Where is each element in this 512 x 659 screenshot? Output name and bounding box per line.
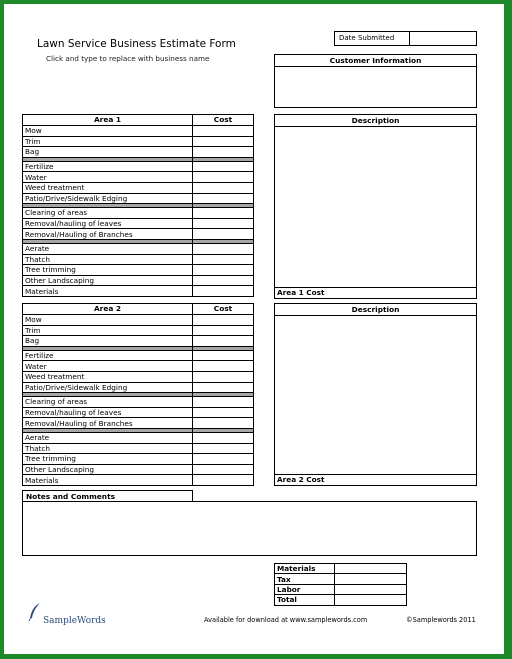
area2-rows <box>23 315 254 486</box>
service-label: Aerate <box>23 243 193 254</box>
area1-description-title: Description <box>275 115 476 127</box>
service-cost-field[interactable] <box>193 475 254 486</box>
service-row <box>23 443 254 454</box>
service-label: Removal/Hauling of Branches <box>23 418 193 429</box>
service-label: Clearing of areas <box>23 208 193 219</box>
service-label: Tree trimming <box>23 454 193 465</box>
samplewords-logo <box>28 602 106 626</box>
service-row <box>23 161 254 172</box>
service-row <box>23 193 254 204</box>
service-cost-field[interactable] <box>193 172 254 183</box>
date-submitted-label: Date Submitted <box>335 32 410 45</box>
customer-information-title: Customer Information <box>275 55 476 67</box>
service-cost-field[interactable] <box>193 147 254 158</box>
service-row <box>23 382 254 393</box>
area1-table <box>22 114 254 297</box>
service-label: Fertilize <box>23 161 193 172</box>
service-cost-field[interactable] <box>193 407 254 418</box>
service-row <box>23 397 254 408</box>
service-cost-field[interactable] <box>193 136 254 147</box>
totals-value-field[interactable] <box>335 595 407 605</box>
service-row <box>23 454 254 465</box>
service-cost-field[interactable] <box>193 265 254 276</box>
area1-rows <box>23 126 254 297</box>
date-submitted-field[interactable] <box>410 32 476 45</box>
service-cost-field[interactable] <box>193 315 254 326</box>
service-row <box>23 475 254 486</box>
area1-description-field[interactable] <box>275 127 476 289</box>
customer-information-box <box>274 54 477 108</box>
area2-description-box <box>274 303 477 486</box>
customer-information-field[interactable] <box>275 67 476 108</box>
service-row <box>23 229 254 240</box>
area1-cost-label: Area 1 Cost <box>275 287 476 298</box>
service-label: Mow <box>23 315 193 326</box>
business-name-placeholder[interactable]: Click and type to replace with business name <box>46 54 210 63</box>
service-row <box>23 350 254 361</box>
service-label: Materials <box>23 286 193 297</box>
service-label: Patio/Drive/Sidewalk Edging <box>23 382 193 393</box>
notes-field[interactable] <box>22 501 477 556</box>
logo-text: SampleWords <box>43 616 106 626</box>
totals-table <box>274 563 407 606</box>
service-row <box>23 147 254 158</box>
form-title: Lawn Service Business Estimate Form <box>37 38 236 50</box>
service-label: Materials <box>23 475 193 486</box>
service-label: Bag <box>23 336 193 347</box>
service-row <box>23 336 254 347</box>
service-row <box>23 464 254 475</box>
service-row <box>23 182 254 193</box>
totals-label: Materials <box>275 564 335 574</box>
service-label: Tree trimming <box>23 265 193 276</box>
service-cost-field[interactable] <box>193 336 254 347</box>
service-row <box>23 315 254 326</box>
service-row <box>23 172 254 183</box>
service-cost-field[interactable] <box>193 382 254 393</box>
estimate-form-page <box>4 4 504 654</box>
totals-value-field[interactable] <box>335 564 407 574</box>
service-cost-field[interactable] <box>193 418 254 429</box>
download-notice[interactable]: Available for download at www.samplewords.com <box>204 616 368 624</box>
service-row <box>23 136 254 147</box>
notes-title: Notes and Comments <box>22 490 193 501</box>
area1-cost-header: Cost <box>193 115 254 126</box>
service-label: Removal/Hauling of Branches <box>23 229 193 240</box>
service-cost-field[interactable] <box>193 361 254 372</box>
service-row <box>23 126 254 137</box>
totals-row <box>275 584 407 594</box>
service-label: Trim <box>23 325 193 336</box>
service-row <box>23 275 254 286</box>
service-row <box>23 265 254 276</box>
service-cost-field[interactable] <box>193 182 254 193</box>
service-label: Mow <box>23 126 193 137</box>
service-cost-field[interactable] <box>193 432 254 443</box>
service-row <box>23 254 254 265</box>
service-cost-field[interactable] <box>193 275 254 286</box>
service-cost-field[interactable] <box>193 443 254 454</box>
service-label: Patio/Drive/Sidewalk Edging <box>23 193 193 204</box>
service-label: Bag <box>23 147 193 158</box>
totals-row <box>275 574 407 584</box>
service-label: Removal/hauling of leaves <box>23 407 193 418</box>
area1-description-box <box>274 114 477 299</box>
area2-cost-label: Area 2 Cost <box>275 474 476 485</box>
service-cost-field[interactable] <box>193 254 254 265</box>
service-row <box>23 361 254 372</box>
service-cost-field[interactable] <box>193 350 254 361</box>
service-cost-field[interactable] <box>193 243 254 254</box>
service-row <box>23 286 254 297</box>
service-row <box>23 325 254 336</box>
quill-pen-icon <box>28 602 42 626</box>
service-label: Water <box>23 172 193 183</box>
service-cost-field[interactable] <box>193 229 254 240</box>
service-row <box>23 243 254 254</box>
service-cost-field[interactable] <box>193 454 254 465</box>
service-label: Other Landscaping <box>23 464 193 475</box>
totals-row <box>275 564 407 574</box>
service-label: Trim <box>23 136 193 147</box>
service-row <box>23 218 254 229</box>
area2-table <box>22 303 254 486</box>
date-submitted <box>334 31 477 46</box>
totals-value-field[interactable] <box>335 584 407 594</box>
service-cost-field[interactable] <box>193 218 254 229</box>
service-label: Thatch <box>23 254 193 265</box>
area2-description-field[interactable] <box>275 316 476 476</box>
service-row <box>23 208 254 219</box>
totals-label: Tax <box>275 574 335 584</box>
totals-label: Total <box>275 595 335 605</box>
service-label: Water <box>23 361 193 372</box>
service-cost-field[interactable] <box>193 325 254 336</box>
service-label: Weed treatment <box>23 182 193 193</box>
service-label: Clearing of areas <box>23 397 193 408</box>
service-cost-field[interactable] <box>193 371 254 382</box>
totals-rows <box>275 564 407 606</box>
service-row <box>23 432 254 443</box>
service-cost-field[interactable] <box>193 464 254 475</box>
service-cost-field[interactable] <box>193 126 254 137</box>
area1-header: Area 1 <box>23 115 193 126</box>
totals-row <box>275 595 407 605</box>
copyright-text: ©Samplewords 2011 <box>406 616 476 624</box>
area2-header: Area 2 <box>23 304 193 315</box>
service-cost-field[interactable] <box>193 286 254 297</box>
service-cost-field[interactable] <box>193 208 254 219</box>
service-cost-field[interactable] <box>193 397 254 408</box>
service-cost-field[interactable] <box>193 193 254 204</box>
totals-label: Labor <box>275 584 335 594</box>
service-cost-field[interactable] <box>193 161 254 172</box>
service-label: Thatch <box>23 443 193 454</box>
service-row <box>23 407 254 418</box>
totals-value-field[interactable] <box>335 574 407 584</box>
service-label: Weed treatment <box>23 371 193 382</box>
service-label: Fertilize <box>23 350 193 361</box>
service-label: Other Landscaping <box>23 275 193 286</box>
area2-cost-header: Cost <box>193 304 254 315</box>
service-row <box>23 371 254 382</box>
service-label: Removal/hauling of leaves <box>23 218 193 229</box>
service-label: Aerate <box>23 432 193 443</box>
area2-description-title: Description <box>275 304 476 316</box>
service-row <box>23 418 254 429</box>
